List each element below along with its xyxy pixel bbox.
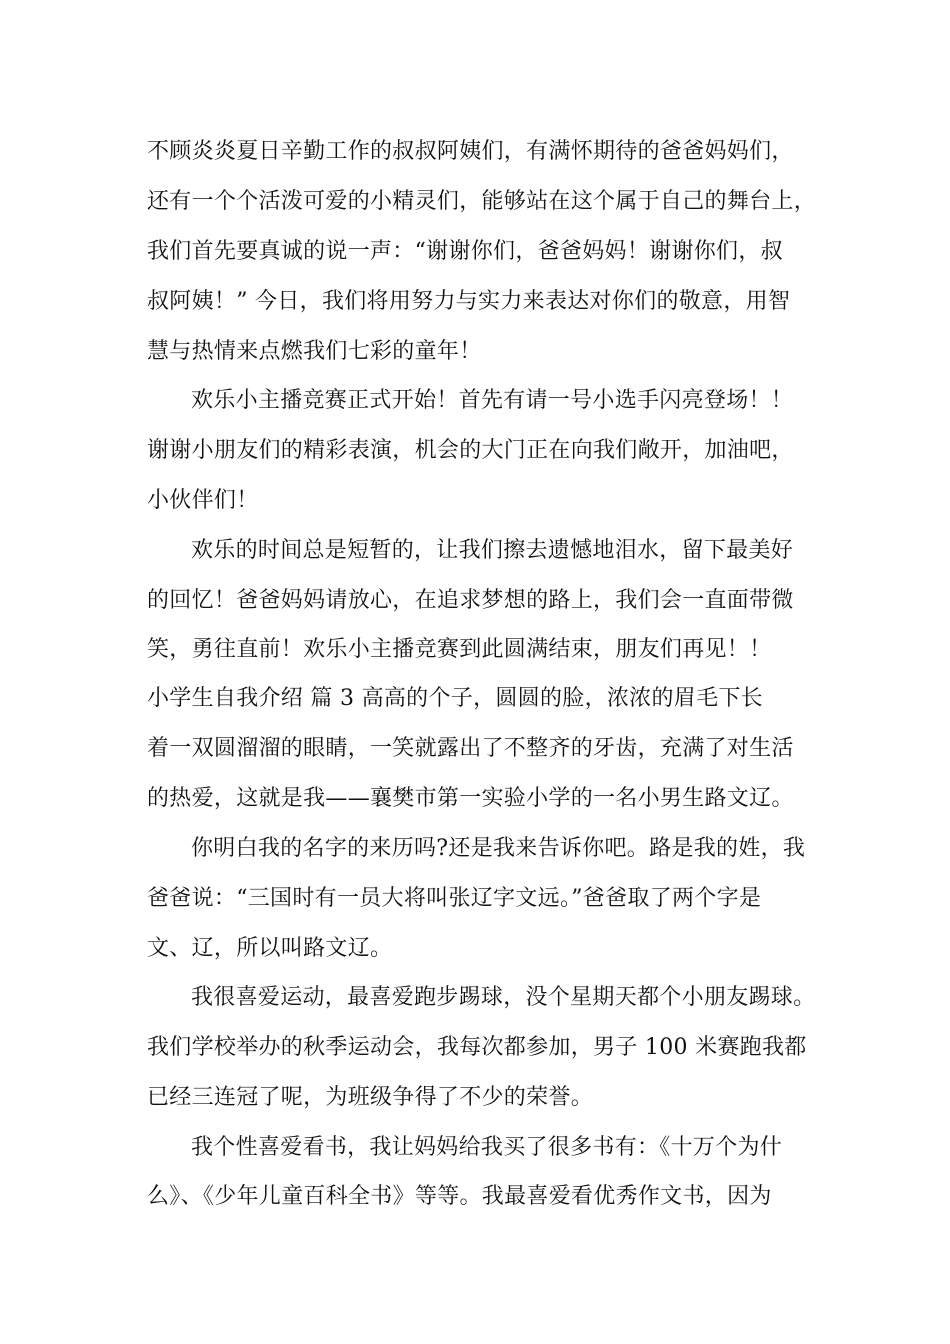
- text-line: 我们学校举办的秋季运动会，我每次都参加，男子 100 米赛跑我都: [147, 1035, 807, 1060]
- text-line: 慧与热情来点燃我们七彩的童年！: [147, 339, 482, 364]
- text-line: 欢乐的时间总是短暂的，让我们擦去遗憾地泪水，留下最美好: [191, 538, 794, 563]
- text-line: 叔阿姨！” 今日，我们将用努力与实力来表达对你们的敬意，用智: [147, 289, 791, 314]
- text-line: 还有一个个活泼可爱的小精灵们，能够站在这个属于自己的舞台上，: [147, 189, 817, 214]
- text-line: 你明白我的名字的来历吗?还是我来告诉你吧。路是我的姓，我: [191, 836, 806, 861]
- text-line: 文、辽，所以叫路文辽。: [147, 936, 393, 961]
- text-line: 小伙伴们！: [147, 488, 259, 513]
- section-heading-line: 小学生自我介绍 篇 3 高高的个子，圆圆的脸，浓浓的眉毛下长: [147, 686, 763, 711]
- text-line: 欢乐小主播竞赛正式开始！首先有请一号小选手闪亮登场！！: [191, 388, 794, 413]
- text-line: 谢谢小朋友们的精彩表演，机会的大门正在向我们敞开，加油吧，: [147, 438, 794, 463]
- text-line: 的热爱，这就是我——襄樊市第一实验小学的一名小男生路文辽。: [147, 786, 794, 811]
- text-line: 笑，勇往直前！欢乐小主播竞赛到此圆满结束，朋友们再见！！: [147, 637, 772, 662]
- text-line: 我个性喜爱看书，我让妈妈给我买了很多书有：《十万个为什: [191, 1135, 783, 1160]
- text-line: 的回忆！爸爸妈妈请放心，在追求梦想的路上，我们会一直面带微: [147, 588, 794, 613]
- text-line: 么》、《少年儿童百科全书》等等。我最喜爱看优秀作文书，因为: [147, 1184, 772, 1209]
- text-line: 已经三连冠了呢，为班级争得了不少的荣誉。: [147, 1085, 594, 1110]
- text-line: 不顾炎炎夏日辛勤工作的叔叔阿姨们，有满怀期待的爸爸妈妈们，: [147, 139, 794, 164]
- text-line: 着一双圆溜溜的眼睛，一笑就露出了不整齐的牙齿，充满了对生活: [147, 736, 794, 761]
- text-line: 我很喜爱运动，最喜爱跑步踢球，没个星期天都个小朋友踢球。: [191, 985, 816, 1010]
- text-line: 我们首先要真诚的说一声：“谢谢你们，爸爸妈妈！谢谢你们，叔: [147, 239, 783, 264]
- text-line: 爸爸说：“三国时有一员大将叫张辽字文远。”爸爸取了两个字是: [147, 886, 762, 911]
